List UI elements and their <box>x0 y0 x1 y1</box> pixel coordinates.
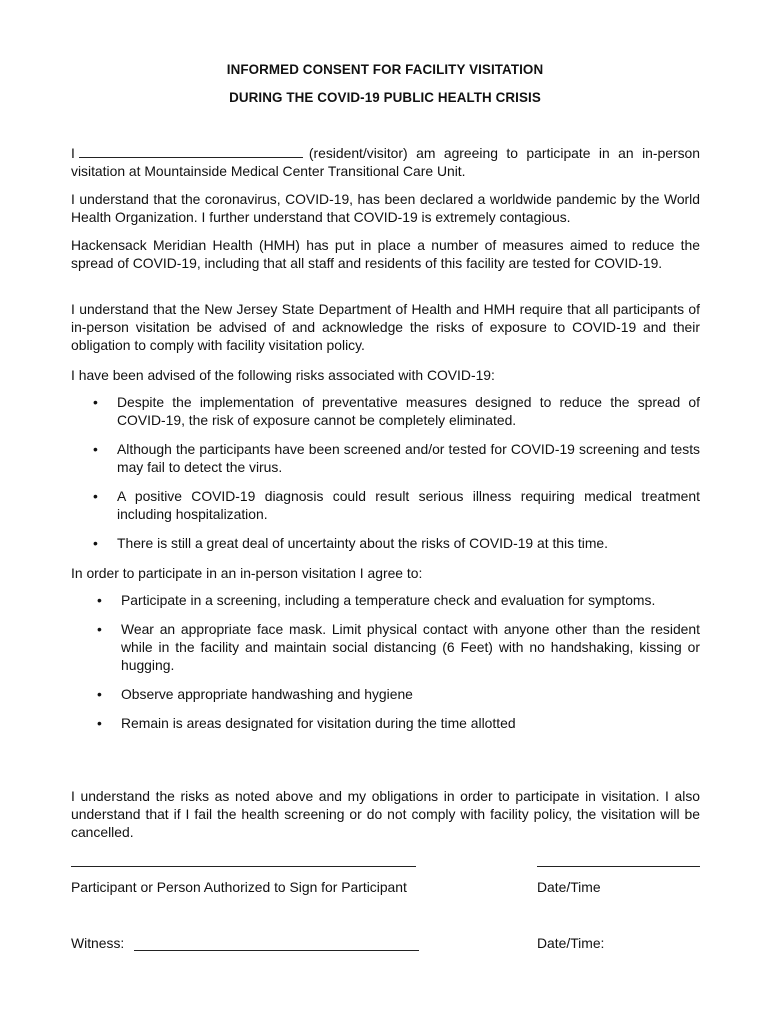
participant-datetime-line[interactable] <box>537 866 700 867</box>
obligation-text: Wear an appropriate face mask. Limit physical contact with anyone other than the resident while in the facility and maintain social distancing (6 Feet) with no handshaking, kissing or hugging. <box>121 620 700 674</box>
risk-text: A positive COVID-19 diagnosis could result serious illness requiring medical treatment including hospitalization. <box>117 487 700 523</box>
witness-datetime-label: Date/Time: <box>537 935 605 951</box>
risks-list <box>71 393 700 562</box>
risk-text: Although the participants have been screened and/or tested for COVID-19 screening and tests may fail to detect the virus. <box>117 440 700 476</box>
bullet-icon: • <box>97 685 102 702</box>
document-title: INFORMED CONSENT FOR FACILITY VISITATION <box>226 62 544 77</box>
list-item <box>71 685 700 703</box>
acknowledgement-paragraph: I understand the risks as noted above and my obligations in order to participate in visitation. I also understand that if I fail the health screening or do not comply with facility policy, the visitation will be cancelled. <box>71 788 700 841</box>
witness-signature-line[interactable] <box>134 950 419 951</box>
participant-signature-label: Participant or Person Authorized to Sign for Participant <box>71 879 407 895</box>
bullet-icon: • <box>93 394 98 410</box>
list-item <box>71 591 700 609</box>
list-item <box>71 534 700 552</box>
intro-text: (resident/visitor) am agreeing to participate in an in-person visitation at Mountainside Medical Center Transitional Care Unit. <box>71 145 700 180</box>
bullet-icon: • <box>97 714 102 731</box>
witness-label: Witness: <box>71 935 125 951</box>
list-item <box>71 440 700 476</box>
participant-datetime-label: Date/Time <box>537 879 601 895</box>
risk-text: Despite the implementation of preventative measures designed to reduce the spread of COVID-19, the risk of exposure cannot be completely eliminated. <box>117 394 700 429</box>
obligation-text: Observe appropriate handwashing and hygiene <box>121 685 413 702</box>
risks-intro-paragraph: I have been advised of the following risks associated with COVID-19: <box>71 367 495 383</box>
bullet-icon: • <box>97 620 102 637</box>
bullet-icon: • <box>97 592 102 608</box>
list-item <box>71 714 700 732</box>
document-subtitle: DURING THE COVID-19 PUBLIC HEALTH CRISIS <box>229 90 541 105</box>
bullet-icon: • <box>93 487 98 504</box>
nj-requirement-paragraph: I understand that the New Jersey State Department of Health and HMH require that all participants of in-person visitation be advised of and acknowledge the risks of exposure to COVID-19 and their obligation to comply with facility visitation policy. <box>71 301 700 354</box>
risk-text: There is still a great deal of uncertainty about the risks of COVID-19 at this time. <box>117 534 609 551</box>
obligations-list <box>71 591 700 742</box>
list-item <box>71 487 700 523</box>
obligation-text: Participate in a screening, including a temperature check and evaluation for symptoms. <box>121 592 656 608</box>
coronavirus-paragraph: I understand that the coronavirus, COVID-19, has been declared a worldwide pandemic by the World Health Organization. I further understand that COVID-19 is extremely contagious. <box>71 191 700 226</box>
intro-paragraph <box>71 144 700 180</box>
list-item <box>71 620 700 675</box>
list-item <box>71 393 700 429</box>
obligation-text: Remain is areas designated for visitation during the time allotted <box>121 714 516 731</box>
bullet-icon: • <box>93 440 98 457</box>
name-blank-field[interactable] <box>79 145 303 158</box>
obligations-intro-paragraph: In order to participate in an in-person visitation I agree to: <box>71 565 423 581</box>
intro-prefix: I <box>71 145 75 161</box>
participant-signature-line[interactable] <box>71 866 416 867</box>
bullet-icon: • <box>93 534 98 551</box>
hmh-measures-paragraph: Hackensack Meridian Health (HMH) has put in place a number of measures aimed to reduce the spread of COVID-19, including that all staff and residents of this facility are tested for COVID-19. <box>71 237 700 272</box>
